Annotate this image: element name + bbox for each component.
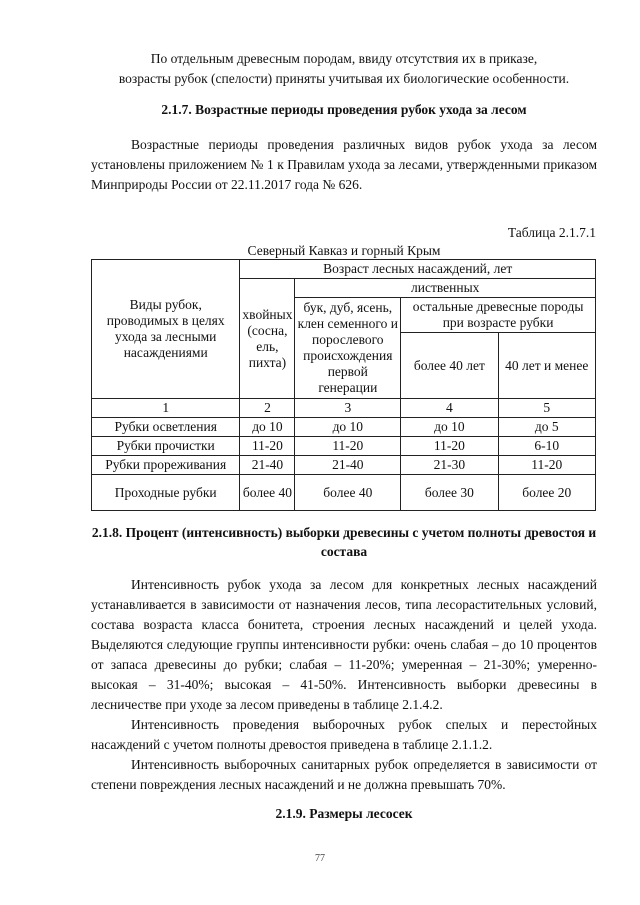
section-2-1-7-title: 2.1.7. Возрастные периоды проведения рубок ухода за лесом	[161, 102, 527, 117]
col-number: 1	[92, 399, 240, 418]
header-deciduous: лиственных	[295, 279, 596, 298]
row-cell: до 10	[295, 418, 401, 437]
col-number: 3	[295, 399, 401, 418]
header-over-40: более 40 лет	[401, 333, 498, 399]
row-kind: Рубки осветления	[92, 418, 240, 437]
age-periods-table	[91, 259, 596, 511]
row-cell: 6-10	[498, 437, 595, 456]
section-2-1-8-paragraph-1: Интенсивность рубок ухода за лесом для конкретных лесных насаждений устанавливается в зависимости от назначения лесов, типа лесорастительных условий, состава возраста класса бонитета, строения лесных насаждений и целей ухода. Выделяются следующие группы интенсивности рубки: очень слабая – до 10 процентов от запаса древесины до рубки; слабая – 11-20%; умеренная – 21-30%; умеренно-высокая – 31-40%; высокая – 41-50%. Интенсивность выборки древесины в лесничестве при уходе за лесом приведены в таблице 2.1.4.2.	[91, 577, 597, 712]
row-cell: более 40	[295, 475, 401, 511]
row-cell: 11-20	[401, 437, 498, 456]
header-conifers: хвойных (сосна, ель, пихта)	[240, 279, 295, 399]
table-label: Таблица 2.1.7.1	[507, 225, 596, 240]
section-2-1-7-text: Возрастные периоды проведения различных видов рубок ухода за лесом установлены приложением № 1 к Правилам ухода за лесами, утвержденными приказом Минприроды России от 22.11.2017 года № 626.	[91, 137, 597, 192]
col-number: 5	[498, 399, 595, 418]
section-2-1-8-paragraph-2: Интенсивность проведения выборочных рубок спелых и перестойных насаждений с учетом полноты древостоя приведена в таблице 2.1.1.2.	[91, 717, 597, 752]
row-cell: 11-20	[295, 437, 401, 456]
header-under-40: 40 лет и менее	[498, 333, 595, 399]
header-other-species: остальные древесные породы при возрасте рубки	[401, 298, 596, 333]
page-number: 77	[315, 853, 325, 864]
row-cell: 21-40	[295, 456, 401, 475]
table-caption: Северный Кавказ и горный Крым	[247, 243, 441, 258]
row-kind: Рубки прочистки	[92, 437, 240, 456]
section-2-1-9-title: 2.1.9. Размеры лесосек	[275, 806, 413, 821]
section-2-1-8-paragraph-3: Интенсивность выборочных санитарных рубок определяется в зависимости от степени повреждения лесных насаждений и не должна превышать 70%.	[91, 757, 597, 792]
row-cell: более 30	[401, 475, 498, 511]
intro-line-2: возрасты рубок (спелости) приняты учитывая их биологические особенности.	[118, 71, 570, 86]
col-number: 2	[240, 399, 295, 418]
table-row	[92, 456, 596, 475]
intro-paragraph	[91, 49, 597, 89]
table-row	[92, 437, 596, 456]
row-cell: до 10	[240, 418, 295, 437]
row-cell: 11-20	[240, 437, 295, 456]
table-row	[92, 418, 596, 437]
row-kind: Рубки прореживания	[92, 456, 240, 475]
row-kind: Проходные рубки	[92, 475, 240, 511]
header-beech-oak: бук, дуб, ясень, клен семенного и порослевого происхождения первой генерации	[295, 298, 401, 399]
row-cell: 21-40	[240, 456, 295, 475]
section-2-1-8-title: 2.1.8. Процент (интенсивность) выборки древесины с учетом полноты древостоя и состава	[91, 525, 597, 559]
col-number: 4	[401, 399, 498, 418]
row-cell: 11-20	[498, 456, 595, 475]
header-age-group: Возраст лесных насаждений, лет	[240, 260, 596, 279]
row-cell: до 10	[401, 418, 498, 437]
table-row	[92, 475, 596, 511]
row-cell: 21-30	[401, 456, 498, 475]
row-cell: до 5	[498, 418, 595, 437]
intro-line-1: По отдельным древесным породам, ввиду отсутствия их в приказе,	[150, 51, 538, 66]
row-cell: более 40	[240, 475, 295, 511]
header-kinds: Виды рубок, проводимых в целях ухода за лесными насаждениями	[92, 260, 240, 399]
row-cell: более 20	[498, 475, 595, 511]
